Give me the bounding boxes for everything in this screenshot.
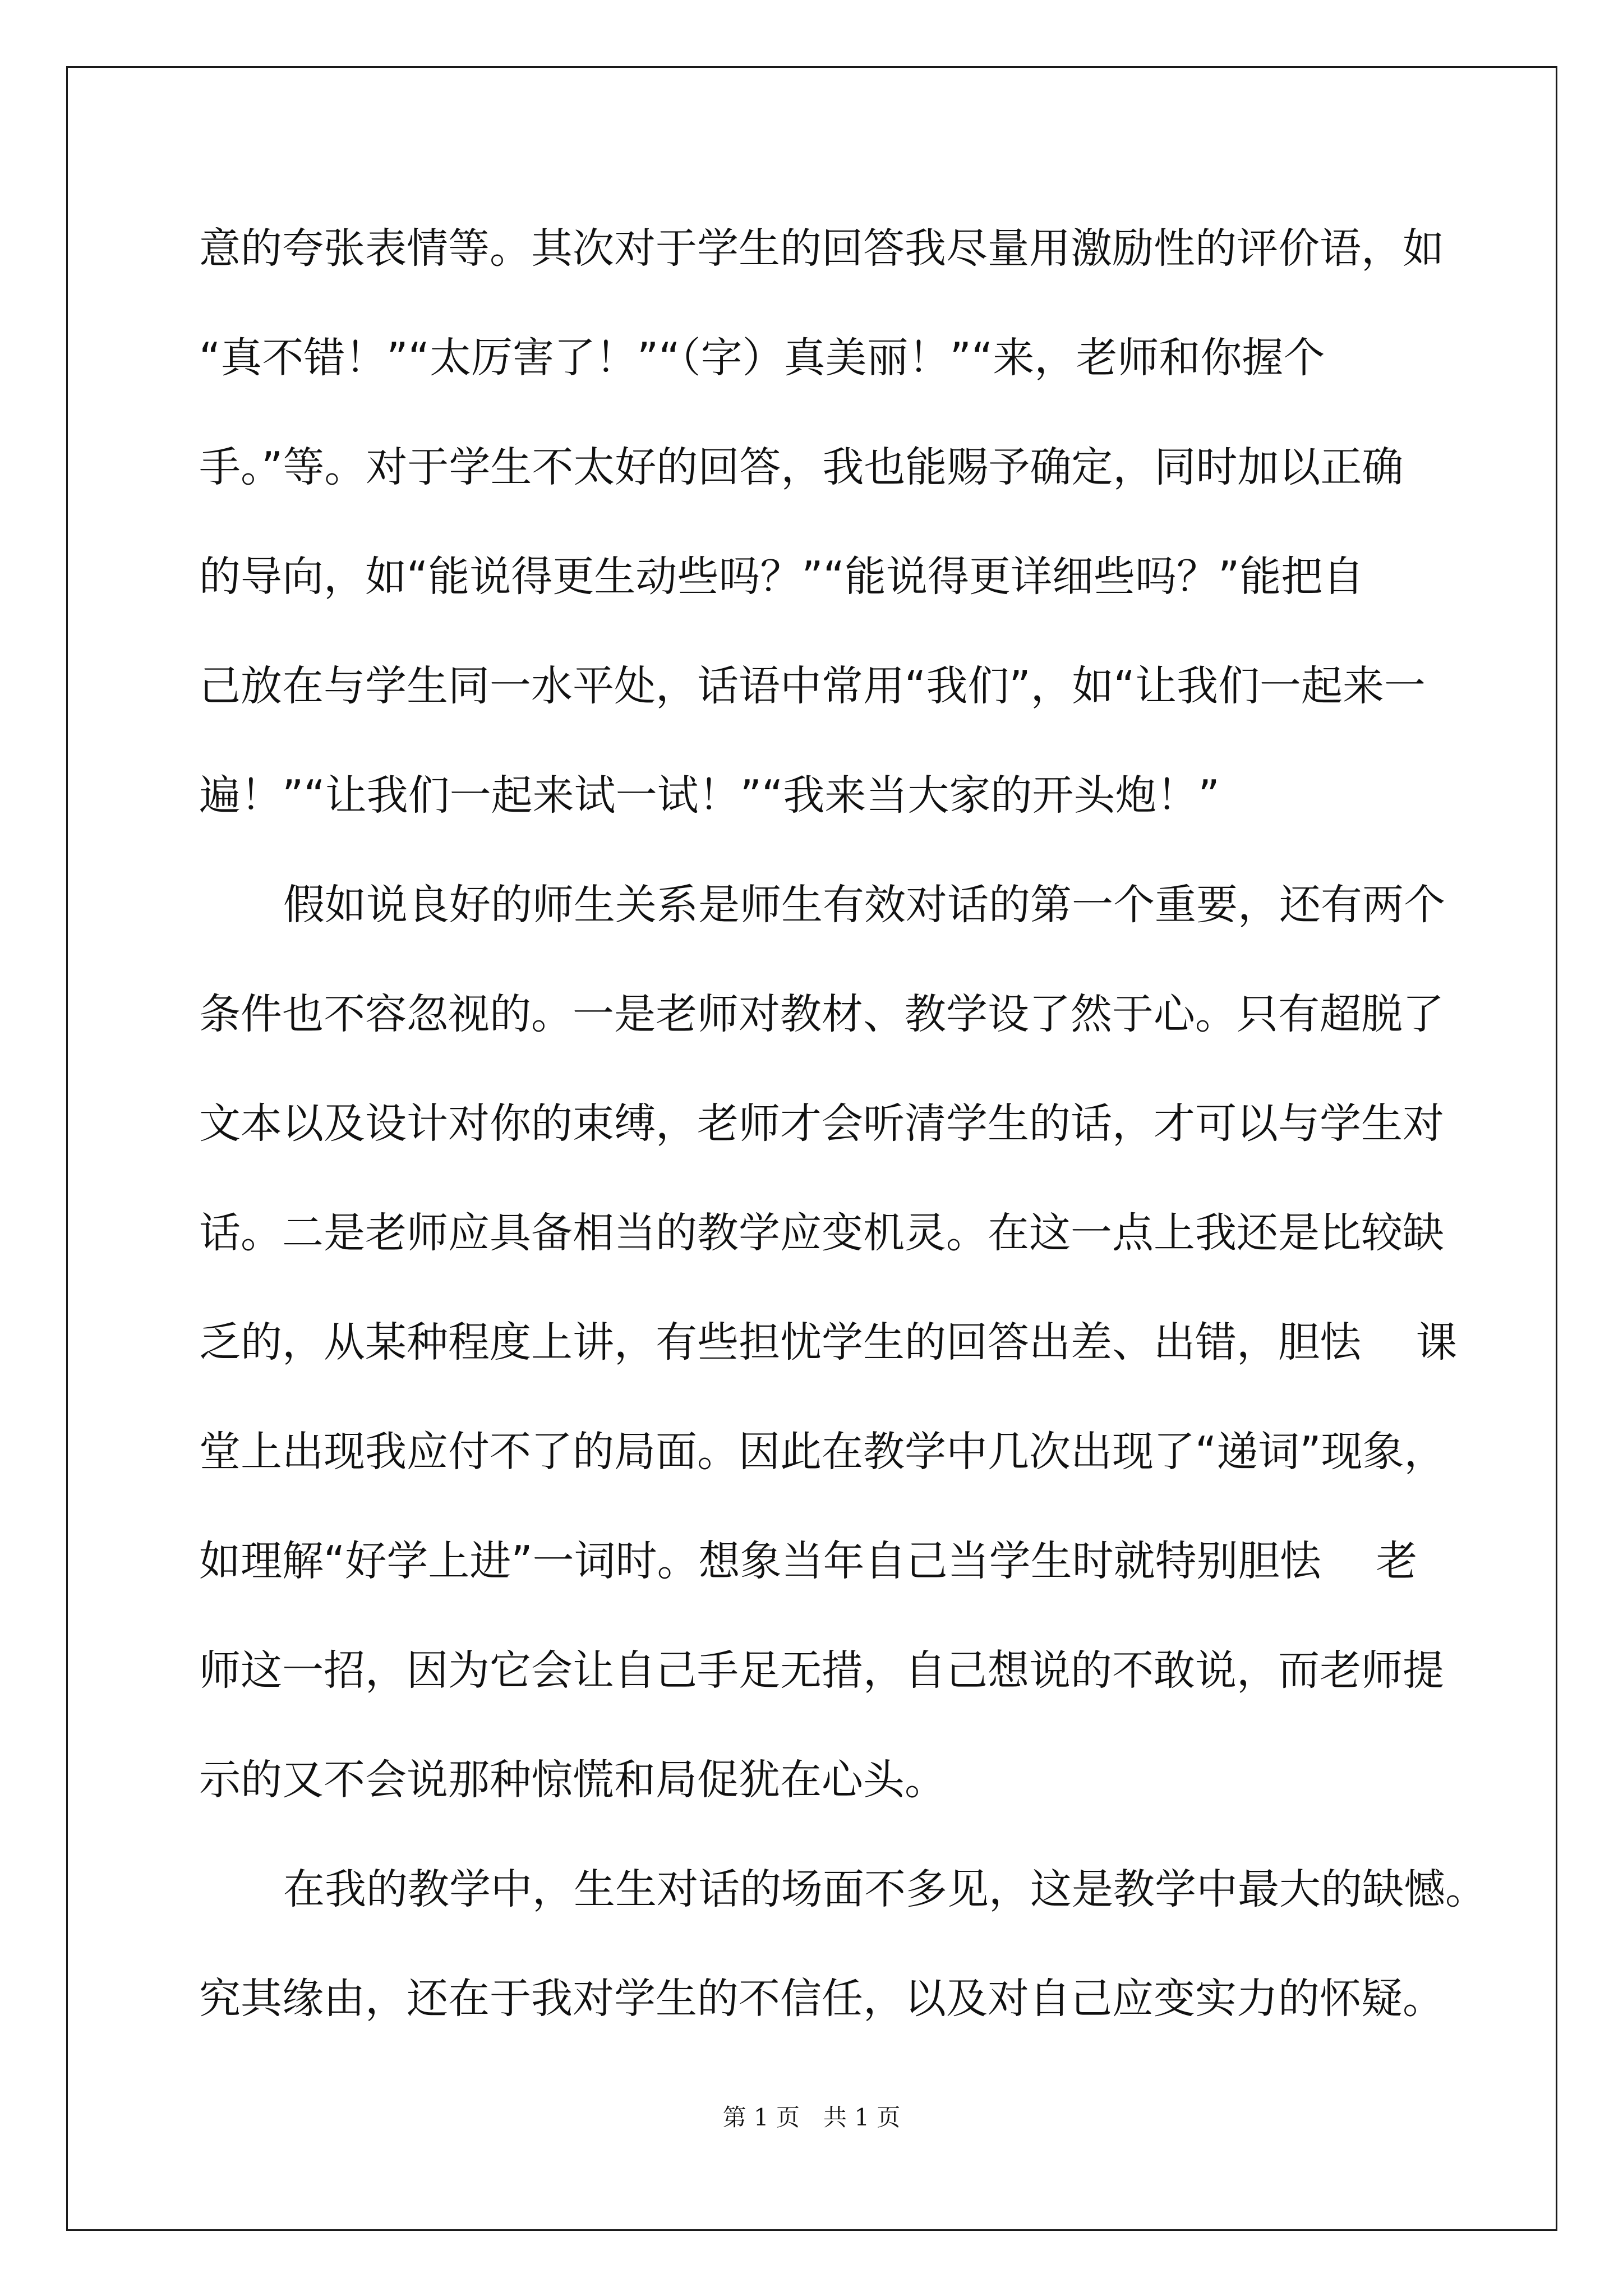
text-line: 示的又不会说那种惊慌和局促犹在心头。: [199, 1756, 946, 1804]
text-line: 究其缘由，还在于我对学生的不信任，以及对自己应变实力的怀疑。: [199, 1975, 1444, 2023]
text-line: 意的夸张表情等。其次对于学生的回答我尽量用激励性的评价语，如: [199, 224, 1444, 273]
paragraph-first-line: 假如说良好的师生关系是师生有效对话的第一个重要，还有两个: [283, 881, 1445, 929]
text-line: 的导向，如“能说得更生动些吗？”“能说得更详细些吗？”能把自: [199, 553, 1364, 601]
text-line: 如理解“好学上进”一词时。想象当年自己当学生时就特别胆怯 老: [199, 1537, 1418, 1585]
text-line: 手。”等。对于学生不太好的回答，我也能赐予确定，同时加以正确: [199, 443, 1404, 491]
text-line: 条件也不容忽视的。一是老师对教材、教学设了然于心。只有超脱了: [199, 990, 1444, 1038]
text-line: 乏的，从某种程度上讲，有些担忧学生的回答出差、出错，胆怯 课: [199, 1318, 1458, 1366]
text-line: 文本以及设计对你的束缚，老师才会听清学生的话，才可以与学生对: [199, 1099, 1444, 1148]
text-line: 堂上出现我应付不了的局面。因此在教学中几次出现了“递词”现象，: [199, 1428, 1446, 1476]
text-line: 师这一招，因为它会让自己手足无措，自己想说的不敢说，而老师提: [199, 1646, 1444, 1695]
text-line: 遍！”“让我们一起来试一试！”“我来当大家的开头炮！”: [199, 771, 1220, 820]
page-number-footer: 第 1 页 共 1 页: [722, 2104, 901, 2131]
text-line: 话。二是老师应具备相当的教学应变机灵。在这一点上我还是比较缺: [199, 1209, 1444, 1257]
text-line: “真不错！”“太厉害了！”“（字）真美丽！”“来，老师和你握个: [199, 334, 1325, 382]
text-line: 己放在与学生同一水平处，话语中常用“我们”，如“让我们一起来一: [199, 662, 1426, 710]
paragraph-first-line: 在我的教学中，生生对话的场面不多见，这是教学中最大的缺憾。: [283, 1865, 1487, 1913]
